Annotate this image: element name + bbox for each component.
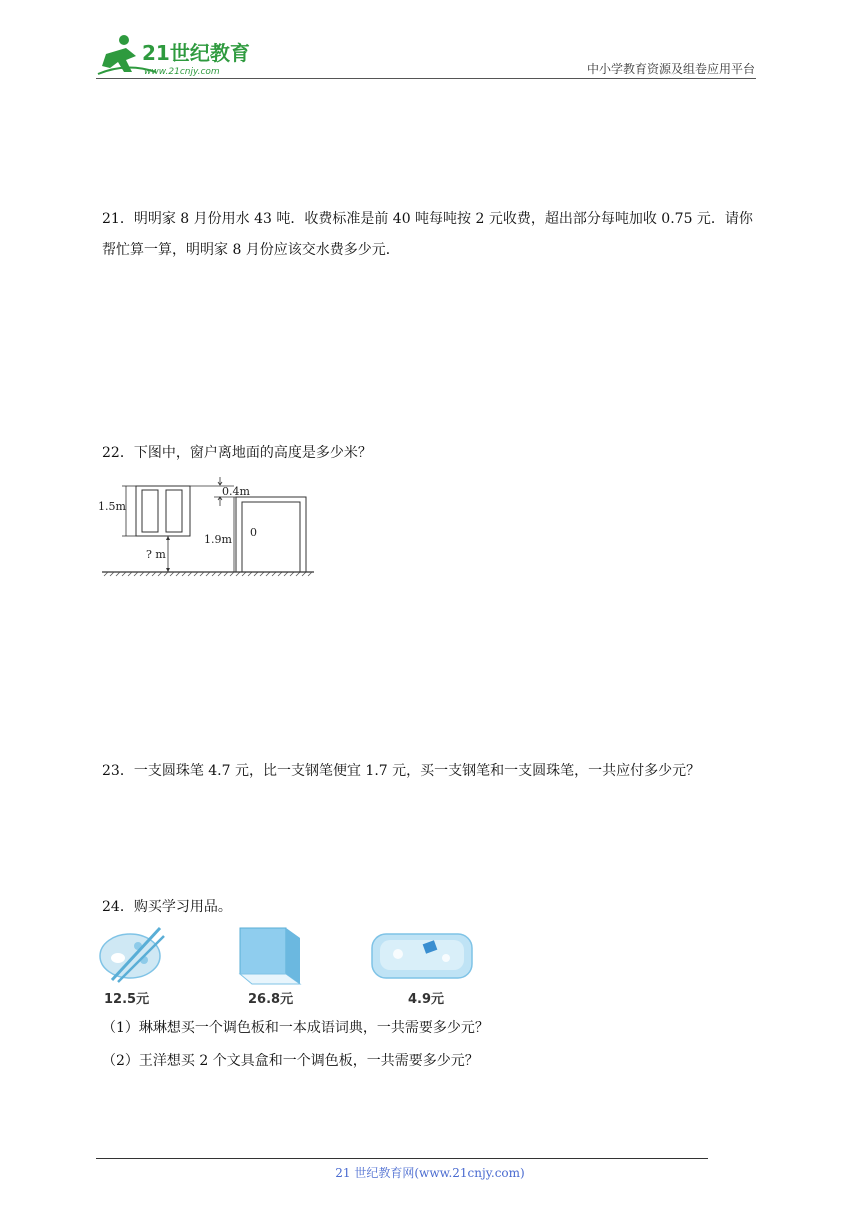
footer-text[interactable]: 21 世纪教育网(www.21cnjy.com)	[335, 1166, 525, 1180]
sub-question-2: （2）王洋想买 2 个文具盒和一个调色板，一共需要多少元？	[102, 1053, 479, 1069]
platform-text: 中小学教育资源及组卷应用平台	[586, 62, 755, 76]
question-23: 23．一支圆珠笔 4.7 元，比一支钢笔便宜 1.7 元，买一支钢笔和一支圆珠笔，一共应付多少元？	[102, 763, 701, 779]
palette-icon	[98, 924, 168, 986]
window-height-label: 1.5m	[98, 500, 126, 513]
book-price: 26.8元	[248, 992, 294, 1007]
question-21: 21．明明家 8 月份用水 43 吨．收费标准是前 40 吨每吨按 2 元收费，超出部分每吨加收 0.75 元．请你帮忙算一算，明明家 8 月份应该交水费多少元．	[102, 211, 753, 258]
question-22: 22．下图中，窗户离地面的高度是多少米？	[102, 445, 372, 461]
door-height-label: 1.9m	[204, 533, 232, 546]
window-shape	[136, 486, 190, 536]
question-24: 24．购买学习用品。	[102, 899, 232, 915]
door-shape	[236, 497, 306, 572]
site-logo	[96, 32, 266, 80]
logo-url: www.21cnjy.com	[144, 67, 220, 77]
palette-price: 12.5元	[104, 992, 150, 1007]
door-inner-label: 0	[250, 526, 257, 539]
unknown-height-label: ? m	[146, 548, 166, 561]
top-gap-label: 0.4m	[222, 485, 250, 498]
header-divider	[96, 78, 756, 79]
pencil-box-icon	[368, 924, 476, 986]
pencil-box-price: 4.9元	[408, 992, 445, 1007]
footer-divider	[96, 1158, 708, 1159]
window-door-figure	[96, 470, 321, 580]
logo-text: 21世纪教育	[142, 41, 250, 65]
sub-question-1: （1）琳琳想买一个调色板和一本成语词典，一共需要多少元？	[102, 1020, 489, 1036]
book-icon	[234, 924, 306, 986]
